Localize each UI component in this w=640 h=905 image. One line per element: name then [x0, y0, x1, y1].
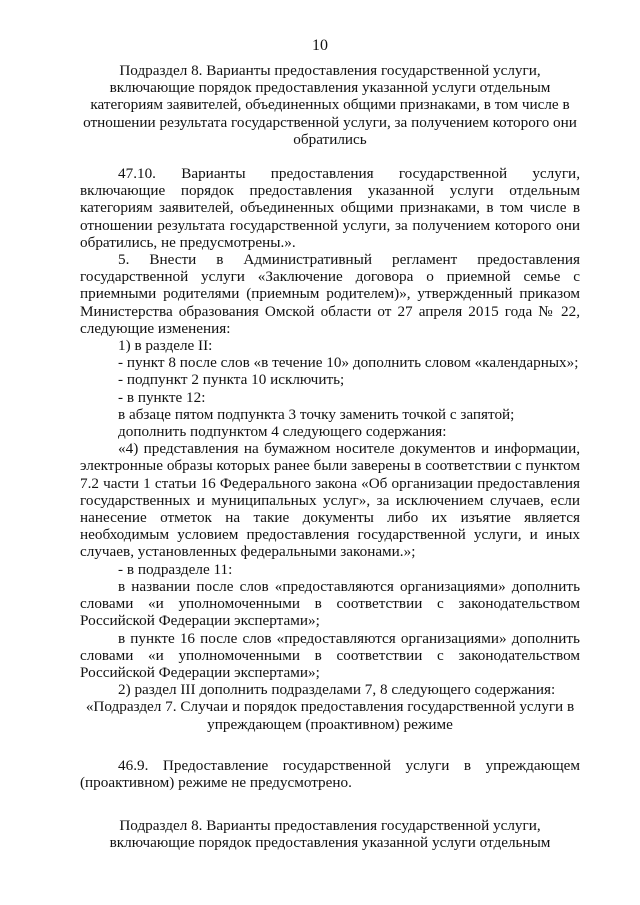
- amendment-abzac-5: в абзаце пятом подпункта 3 точку заменить точкой с запятой;: [118, 405, 515, 423]
- page-number: 10: [312, 37, 328, 54]
- amendment-podrazdel-11: - в подразделе 11:: [118, 560, 233, 578]
- item-5: 5. Внести в Административный регламент предоставления государственной услуги «Заключение договора о приемной семье с приемными родителями (приемным родителем)», утвержденный приказом Министерства образования Омской области от 27 апреля 2015 года № 22, следующие изменения:: [80, 251, 580, 337]
- amendment-punkt-12: - в пункте 12:: [118, 388, 206, 406]
- quoted-podpunkt-4: «4) представления на бумажном носителе документов и информации, электронные образы которых ранее были заверены в соответствии с пунктом 7.2 части 1 статьи 16 Федерального закона «Об организации предоставления государственных и муниципальных услуг», за исключением случаев, если нанесение отметок на такие документы либо их изъятие является необходимым условием предоставления государственной услуги, и иных случаев, установленных федеральными законами.»;: [80, 440, 580, 561]
- amendment-punkt-16: в пункте 16 после слов «предоставляются организациями» дополнить словами «и уполномоченными в соответствии с законодательством Российской Федерации экспертами»;: [80, 629, 580, 681]
- subitem-1: 1) в разделе II:: [118, 337, 213, 355]
- paragraph-47-10: 47.10. Варианты предоставления государственной услуги, включающие порядок предоставления указанной услуги отдельным категориям заявителей, объединенных общими признаками, в том числе в отношении результата государственной услуги, за получением которого они обратились, не предусмотрены.».: [80, 165, 580, 251]
- amendment-punkt-8: - пункт 8 после слов «в течение 10» дополнить словом «календарных»;: [118, 354, 579, 372]
- subsection-8-heading-continued: Подраздел 8. Варианты предоставления государственной услуги, включающие порядок предоставления указанной услуги отдельным: [109, 817, 551, 852]
- amendment-nazvanie: в названии после слов «предоставляются организациями» дополнить словами «и уполномоченными в соответствии с законодательством Российской Федерации экспертами»;: [80, 577, 580, 630]
- document-body: [80, 62, 580, 852]
- amendment-add-podpunkt-4: дополнить подпунктом 4 следующего содержания:: [118, 423, 447, 441]
- subsection-8-heading: Подраздел 8. Варианты предоставления государственной услуги, включающие порядок предоставления указанной услуги отдельным категориям заявителей, объединенных общими признаками, в том числе в отношении результата государственной услуги, за получением которого они обратились: [83, 62, 577, 148]
- subsection-7-heading: «Подраздел 7. Случаи и порядок предоставления государственной услуги в упреждающем (проактивном) режиме: [85, 698, 575, 733]
- paragraph-46-9: 46.9. Предоставление государственной услуги в упреждающем (проактивном) режиме не предусмотрено.: [80, 756, 580, 791]
- amendment-podpunkt-2: - подпункт 2 пункта 10 исключить;: [118, 371, 345, 389]
- subitem-2: 2) раздел III дополнить подразделами 7, 8 следующего содержания:: [118, 681, 556, 699]
